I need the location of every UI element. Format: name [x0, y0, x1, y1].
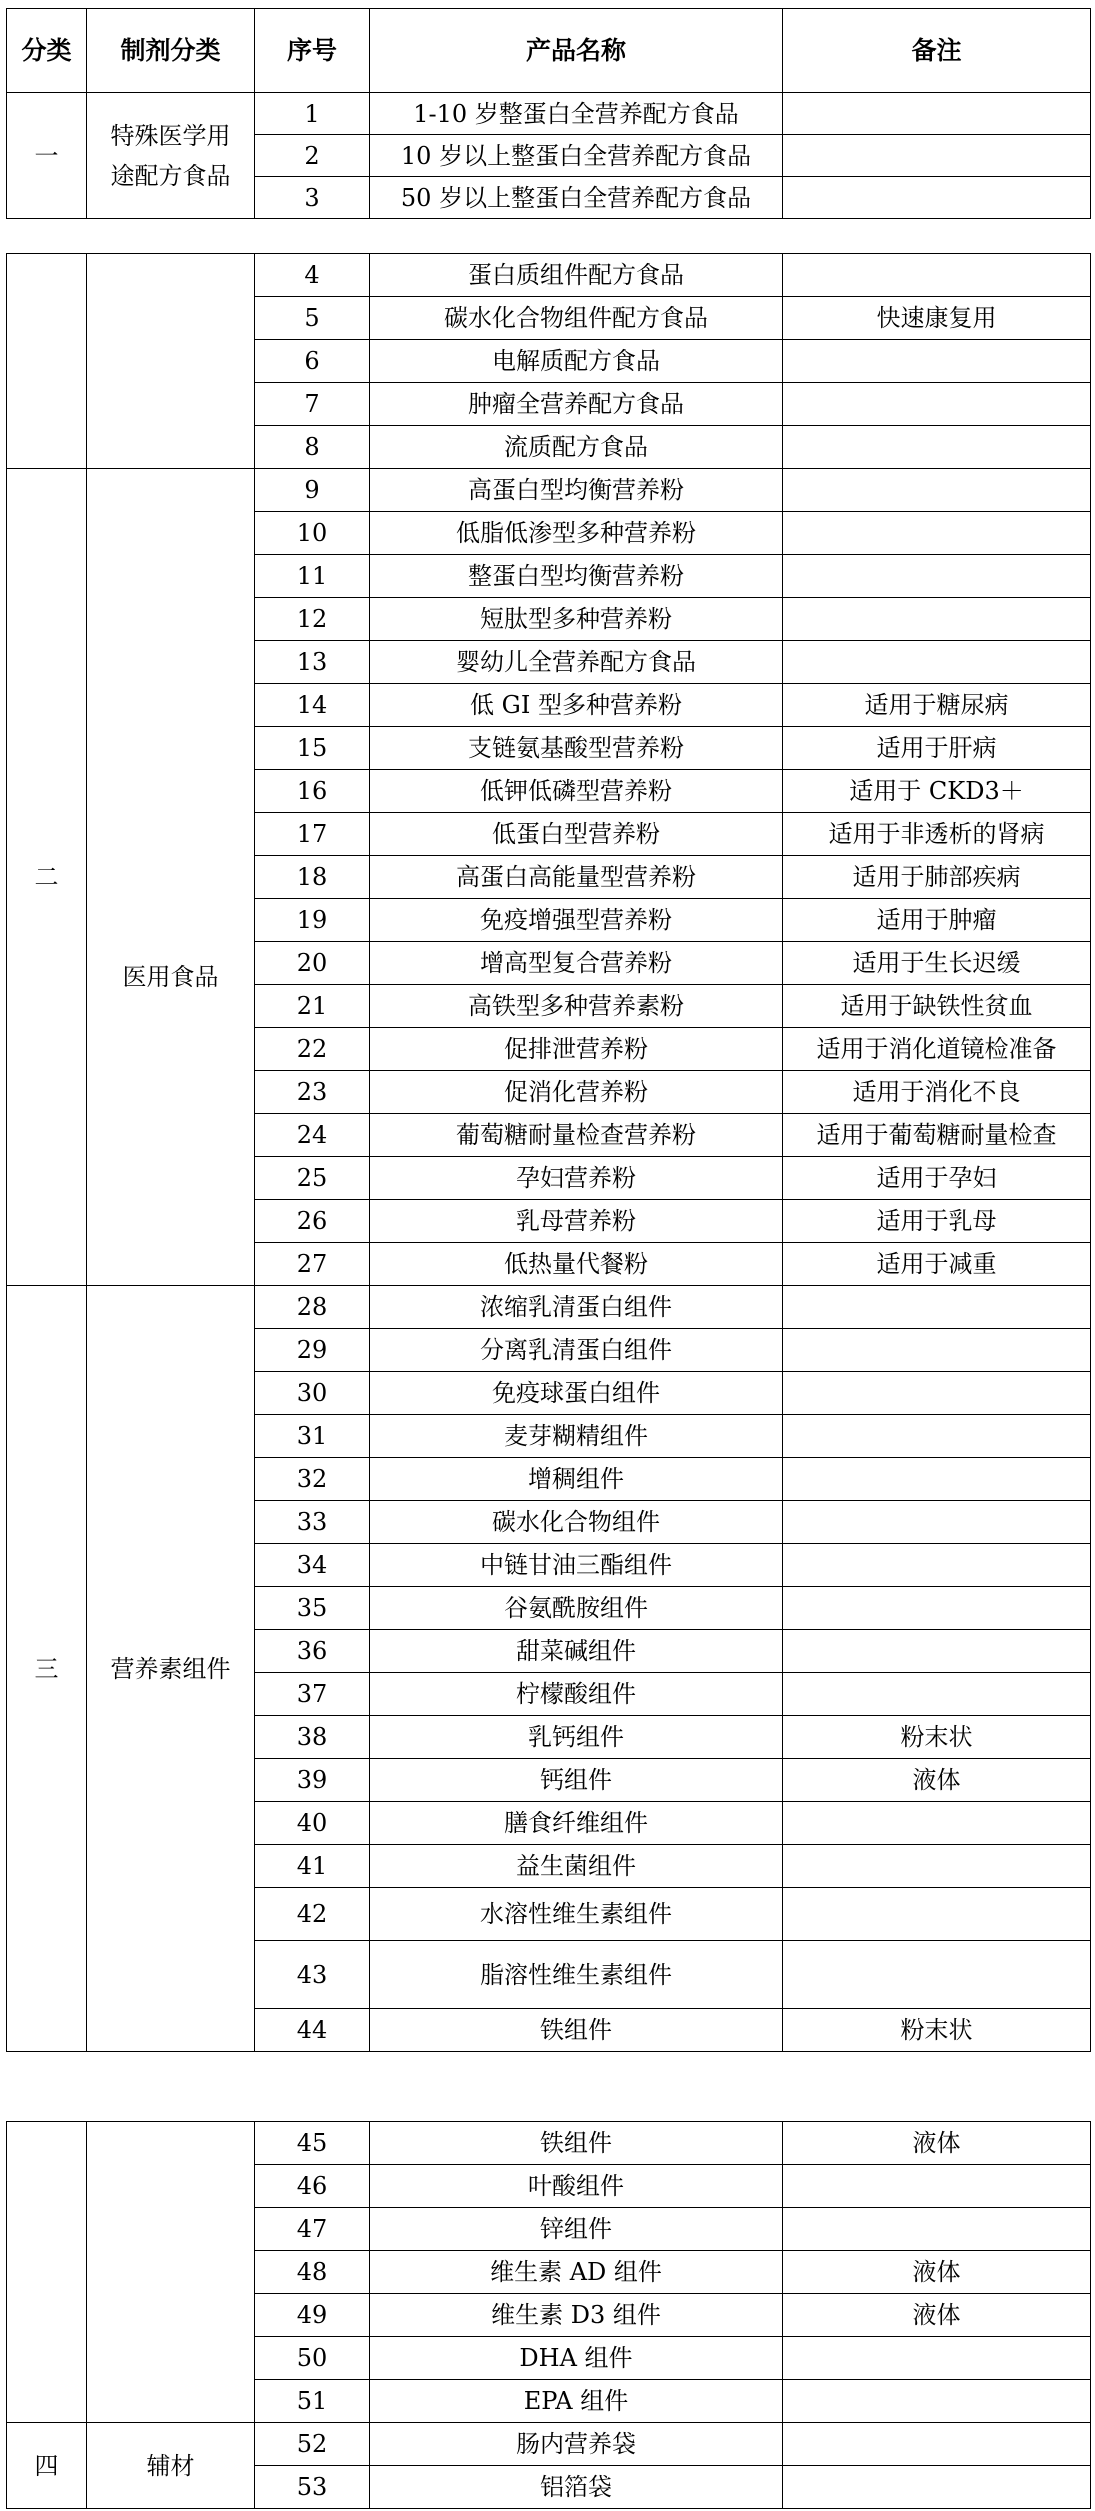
product-cell: 低脂低渗型多种营养粉	[370, 512, 783, 555]
remark-cell	[783, 2380, 1091, 2423]
remark-cell	[783, 2208, 1091, 2251]
product-cell: 电解质配方食品	[370, 340, 783, 383]
serial-cell: 38	[255, 1716, 370, 1759]
remark-cell: 液体	[783, 2251, 1091, 2294]
product-cell: 短肽型多种营养粉	[370, 598, 783, 641]
product-cell: 高蛋白高能量型营养粉	[370, 856, 783, 899]
serial-cell: 13	[255, 641, 370, 684]
remark-cell	[783, 1673, 1091, 1716]
product-cell: 蛋白质组件配方食品	[370, 254, 783, 297]
product-cell: 铝箔袋	[370, 2466, 783, 2509]
serial-cell: 46	[255, 2165, 370, 2208]
serial-cell: 37	[255, 1673, 370, 1716]
product-cell: 中链甘油三酯组件	[370, 1544, 783, 1587]
product-cell: 浓缩乳清蛋白组件	[370, 1286, 783, 1329]
product-cell: 婴幼儿全营养配方食品	[370, 641, 783, 684]
category-cell	[7, 2122, 87, 2423]
header-category: 分类	[7, 9, 87, 93]
remark-cell	[783, 1888, 1091, 1941]
remark-cell: 适用于 CKD3＋	[783, 770, 1091, 813]
product-cell: 1-10 岁整蛋白全营养配方食品	[370, 93, 783, 135]
remark-cell	[783, 254, 1091, 297]
serial-cell: 31	[255, 1415, 370, 1458]
product-cell: 促排泄营养粉	[370, 1028, 783, 1071]
product-table-1	[6, 8, 1091, 219]
product-cell: 支链氨基酸型营养粉	[370, 727, 783, 770]
remark-cell	[783, 512, 1091, 555]
product-cell: 维生素 D3 组件	[370, 2294, 783, 2337]
serial-cell: 29	[255, 1329, 370, 1372]
product-cell: 高铁型多种营养素粉	[370, 985, 783, 1028]
product-cell: 肿瘤全营养配方食品	[370, 383, 783, 426]
serial-cell: 30	[255, 1372, 370, 1415]
table-row	[7, 2423, 1091, 2466]
category-cell: 四	[7, 2423, 87, 2509]
remark-cell: 快速康复用	[783, 297, 1091, 340]
remark-cell: 适用于生长迟缓	[783, 942, 1091, 985]
serial-cell: 41	[255, 1845, 370, 1888]
remark-cell: 适用于孕妇	[783, 1157, 1091, 1200]
header-serial: 序号	[255, 9, 370, 93]
remark-cell	[783, 1630, 1091, 1673]
product-cell: 叶酸组件	[370, 2165, 783, 2208]
remark-cell	[783, 1501, 1091, 1544]
category-cell: 二	[7, 469, 87, 1286]
serial-cell: 16	[255, 770, 370, 813]
remark-cell: 液体	[783, 1759, 1091, 1802]
serial-cell: 14	[255, 684, 370, 727]
formulation-cell: 营养素组件	[87, 1286, 255, 2052]
serial-cell: 4	[255, 254, 370, 297]
product-cell: 乳钙组件	[370, 1716, 783, 1759]
remark-cell	[783, 1415, 1091, 1458]
category-cell: 三	[7, 1286, 87, 2052]
product-cell: 低 GI 型多种营养粉	[370, 684, 783, 727]
remark-cell	[783, 1286, 1091, 1329]
remark-cell	[783, 1941, 1091, 2009]
product-cell: 增稠组件	[370, 1458, 783, 1501]
product-cell: 50 岁以上整蛋白全营养配方食品	[370, 177, 783, 219]
product-cell: 脂溶性维生素组件	[370, 1941, 783, 2009]
product-cell: 低蛋白型营养粉	[370, 813, 783, 856]
remark-cell	[783, 426, 1091, 469]
formulation-cell: 医用食品	[87, 469, 255, 1286]
serial-cell: 3	[255, 177, 370, 219]
serial-cell: 26	[255, 1200, 370, 1243]
product-cell: 整蛋白型均衡营养粉	[370, 555, 783, 598]
product-cell: 铁组件	[370, 2122, 783, 2165]
table-row	[7, 2122, 1091, 2165]
serial-cell: 36	[255, 1630, 370, 1673]
remark-cell	[783, 1329, 1091, 1372]
serial-cell: 2	[255, 135, 370, 177]
formulation-cell: 特殊医学用途配方食品	[87, 93, 255, 219]
remark-cell	[783, 135, 1091, 177]
product-cell: 铁组件	[370, 2009, 783, 2052]
remark-cell: 适用于肿瘤	[783, 899, 1091, 942]
serial-cell: 42	[255, 1888, 370, 1941]
remark-cell: 适用于糖尿病	[783, 684, 1091, 727]
remark-cell	[783, 1587, 1091, 1630]
product-cell: 钙组件	[370, 1759, 783, 1802]
remark-cell	[783, 2466, 1091, 2509]
serial-cell: 48	[255, 2251, 370, 2294]
product-cell: EPA 组件	[370, 2380, 783, 2423]
remark-cell	[783, 340, 1091, 383]
remark-cell	[783, 2165, 1091, 2208]
product-cell: 膳食纤维组件	[370, 1802, 783, 1845]
formulation-cell	[87, 2122, 255, 2423]
serial-cell: 49	[255, 2294, 370, 2337]
product-cell: 谷氨酰胺组件	[370, 1587, 783, 1630]
table-row	[7, 469, 1091, 512]
serial-cell: 24	[255, 1114, 370, 1157]
remark-cell: 粉末状	[783, 2009, 1091, 2052]
serial-cell: 15	[255, 727, 370, 770]
header-product: 产品名称	[370, 9, 783, 93]
product-cell: 甜菜碱组件	[370, 1630, 783, 1673]
serial-cell: 28	[255, 1286, 370, 1329]
serial-cell: 17	[255, 813, 370, 856]
remark-cell: 适用于消化道镜检准备	[783, 1028, 1091, 1071]
serial-cell: 19	[255, 899, 370, 942]
remark-cell: 液体	[783, 2294, 1091, 2337]
remark-cell	[783, 641, 1091, 684]
serial-cell: 53	[255, 2466, 370, 2509]
serial-cell: 22	[255, 1028, 370, 1071]
product-cell: 碳水化合物组件配方食品	[370, 297, 783, 340]
remark-cell	[783, 555, 1091, 598]
remark-cell	[783, 1458, 1091, 1501]
product-cell: 免疫增强型营养粉	[370, 899, 783, 942]
serial-cell: 21	[255, 985, 370, 1028]
remark-cell	[783, 2337, 1091, 2380]
formulation-cell: 辅材	[87, 2423, 255, 2509]
remark-cell: 适用于肺部疾病	[783, 856, 1091, 899]
remark-cell: 液体	[783, 2122, 1091, 2165]
remark-cell	[783, 93, 1091, 135]
table-row	[7, 1286, 1091, 1329]
serial-cell: 39	[255, 1759, 370, 1802]
serial-cell: 40	[255, 1802, 370, 1845]
serial-cell: 9	[255, 469, 370, 512]
remark-cell	[783, 1544, 1091, 1587]
serial-cell: 18	[255, 856, 370, 899]
remark-cell	[783, 177, 1091, 219]
product-cell: 葡萄糖耐量检查营养粉	[370, 1114, 783, 1157]
header-formulation: 制剂分类	[87, 9, 255, 93]
serial-cell: 52	[255, 2423, 370, 2466]
serial-cell: 44	[255, 2009, 370, 2052]
product-cell: 免疫球蛋白组件	[370, 1372, 783, 1415]
remark-cell	[783, 2423, 1091, 2466]
product-cell: 肠内营养袋	[370, 2423, 783, 2466]
serial-cell: 50	[255, 2337, 370, 2380]
remark-cell: 适用于葡萄糖耐量检查	[783, 1114, 1091, 1157]
serial-cell: 27	[255, 1243, 370, 1286]
header-remark: 备注	[783, 9, 1091, 93]
remark-cell	[783, 1845, 1091, 1888]
category-cell: 一	[7, 93, 87, 219]
serial-cell: 8	[255, 426, 370, 469]
table-row	[7, 93, 1091, 135]
serial-cell: 12	[255, 598, 370, 641]
product-cell: 益生菌组件	[370, 1845, 783, 1888]
product-cell: 低热量代餐粉	[370, 1243, 783, 1286]
serial-cell: 1	[255, 93, 370, 135]
remark-cell	[783, 1802, 1091, 1845]
product-cell: 高蛋白型均衡营养粉	[370, 469, 783, 512]
remark-cell: 粉末状	[783, 1716, 1091, 1759]
remark-cell: 适用于肝病	[783, 727, 1091, 770]
product-cell: 促消化营养粉	[370, 1071, 783, 1114]
formulation-cell	[87, 254, 255, 469]
product-cell: 流质配方食品	[370, 426, 783, 469]
product-cell: 柠檬酸组件	[370, 1673, 783, 1716]
product-cell: 维生素 AD 组件	[370, 2251, 783, 2294]
product-cell: 孕妇营养粉	[370, 1157, 783, 1200]
product-cell: 分离乳清蛋白组件	[370, 1329, 783, 1372]
product-cell: 水溶性维生素组件	[370, 1888, 783, 1941]
serial-cell: 35	[255, 1587, 370, 1630]
serial-cell: 23	[255, 1071, 370, 1114]
serial-cell: 45	[255, 2122, 370, 2165]
product-cell: DHA 组件	[370, 2337, 783, 2380]
serial-cell: 47	[255, 2208, 370, 2251]
serial-cell: 10	[255, 512, 370, 555]
product-cell: 碳水化合物组件	[370, 1501, 783, 1544]
serial-cell: 34	[255, 1544, 370, 1587]
remark-cell	[783, 1372, 1091, 1415]
category-cell	[7, 254, 87, 469]
product-cell: 麦芽糊精组件	[370, 1415, 783, 1458]
serial-cell: 6	[255, 340, 370, 383]
table-row	[7, 254, 1091, 297]
remark-cell: 适用于非透析的肾病	[783, 813, 1091, 856]
product-table-3	[6, 2121, 1091, 2509]
serial-cell: 25	[255, 1157, 370, 1200]
product-cell: 10 岁以上整蛋白全营养配方食品	[370, 135, 783, 177]
product-cell: 锌组件	[370, 2208, 783, 2251]
serial-cell: 32	[255, 1458, 370, 1501]
serial-cell: 51	[255, 2380, 370, 2423]
serial-cell: 11	[255, 555, 370, 598]
remark-cell: 适用于缺铁性贫血	[783, 985, 1091, 1028]
serial-cell: 33	[255, 1501, 370, 1544]
product-cell: 乳母营养粉	[370, 1200, 783, 1243]
remark-cell	[783, 383, 1091, 426]
product-table-2	[6, 253, 1091, 2052]
serial-cell: 43	[255, 1941, 370, 2009]
product-cell: 增高型复合营养粉	[370, 942, 783, 985]
remark-cell: 适用于减重	[783, 1243, 1091, 1286]
serial-cell: 7	[255, 383, 370, 426]
header-row	[7, 9, 1091, 93]
product-cell: 低钾低磷型营养粉	[370, 770, 783, 813]
remark-cell	[783, 469, 1091, 512]
serial-cell: 5	[255, 297, 370, 340]
remark-cell	[783, 598, 1091, 641]
serial-cell: 20	[255, 942, 370, 985]
remark-cell: 适用于乳母	[783, 1200, 1091, 1243]
remark-cell: 适用于消化不良	[783, 1071, 1091, 1114]
